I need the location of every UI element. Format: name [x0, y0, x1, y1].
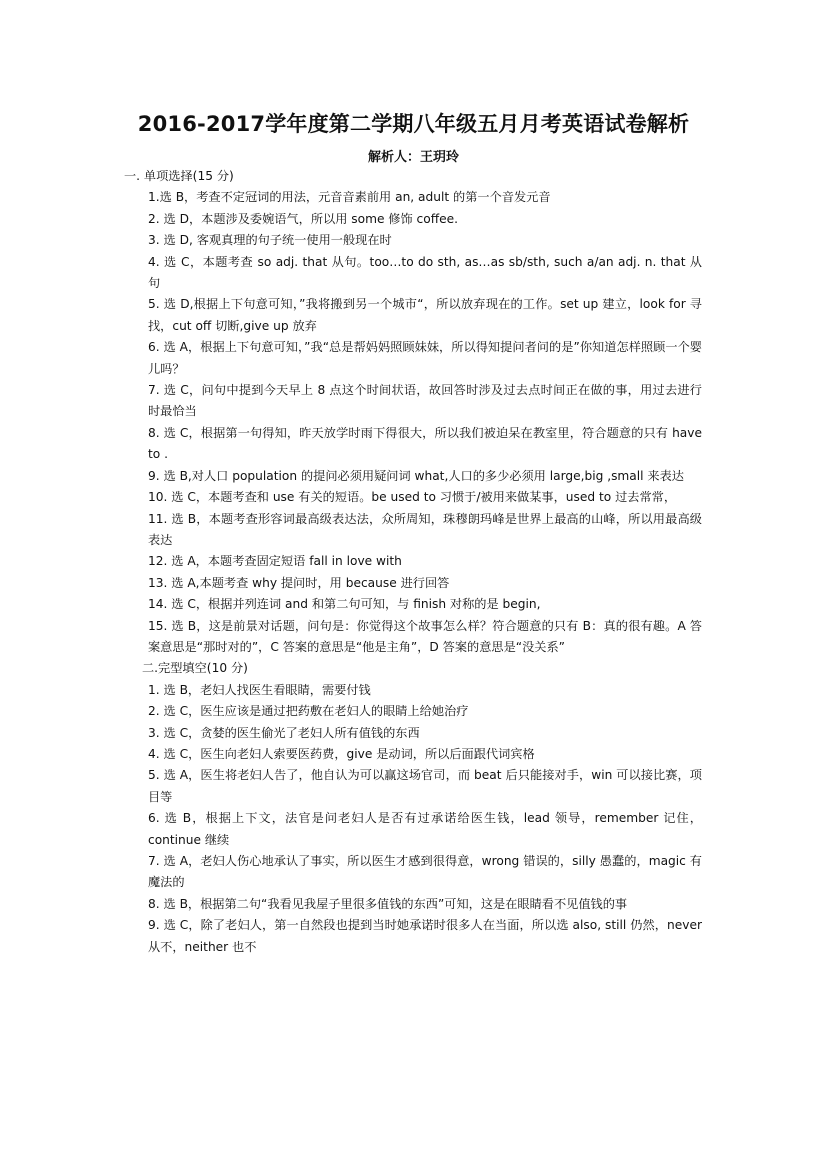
answer-item: 14. 选 C，根据并列连词 and 和第二句可知，与 finish 对称的是 begin, [148, 597, 541, 612]
answer-item: 6. 选 A，根据上下句意可知，”我“总是帮妈妈照顾妹妹，所以得知提问者问的是”你知道怎样照顾一个婴儿吗？ [148, 340, 702, 376]
document-body [124, 166, 702, 958]
section-heading-single-choice: 一. 单项选择(15 分) [124, 169, 234, 183]
answer-item: 7. 选 C，问句中提到今天早上 8 点这个时间状语，故回答时涉及过去点时间正在做的事，用过去进行时最恰当 [148, 383, 702, 419]
answer-item: 9. 选 B,对人口 population 的提问必须用疑问词 what,人口的多少必须用 large,big ,small 来表达 [148, 468, 684, 483]
section-heading-cloze: 二.完型填空(10 分) [142, 661, 248, 676]
answer-item: 2. 选 C，医生应该是通过把药敷在老妇人的眼睛上给她治疗 [148, 704, 469, 719]
answer-item: 9. 选 C，除了老妇人，第一自然段也提到当时她承诺时很多人在当面，所以选 also, still 仍然，never 从不，neither 也不 [148, 918, 702, 954]
document-title: 2016-2017学年度第二学期八年级五月月考英语试卷解析 [137, 112, 690, 136]
answer-item: 5. 选 A，医生将老妇人告了，他自认为可以赢这场官司，而 beat 后只能接对手，win 可以接比赛，项目等 [148, 768, 702, 804]
answer-item: 2. 选 D，本题涉及委婉语气，所以用 some 修饰 coffee. [148, 211, 458, 226]
answer-item: 10. 选 C，本题考查和 use 有关的短语。be used to 习惯于/被用来做某事，used to 过去常常， [148, 490, 677, 505]
answer-item: 3. 选 C，贪婪的医生偷光了老妇人所有值钱的东西 [148, 725, 420, 740]
answer-item: 6. 选 B，根据上下文，法官是问老妇人是否有过承诺给医生钱，lead 领导，remember 记住，continue 继续 [148, 811, 702, 847]
answer-item: 1. 选 B，老妇人找医生看眼睛，需要付钱 [148, 682, 371, 697]
answer-item: 5. 选 D,根据上下句意可知，”我将搬到另一个城市“，所以放弃现在的工作。set up 建立，look for 寻找，cut off 切断,give up 放弃 [148, 297, 702, 333]
answer-item: 12. 选 A，本题考查固定短语 fall in love with [148, 554, 402, 569]
answer-item: 15. 选 B，这是前景对话题，问句是：你觉得这个故事怎么样？符合题意的只有 B：真的很有趣。A 答案意思是“那时对的”，C 答案的意思是“他是主角”，D 答案的意思是“没关系” [148, 618, 702, 654]
answer-item: 3. 选 D, 客观真理的句子统一使用一般现在时 [148, 233, 392, 248]
answer-item: 11. 选 B，本题考查形容词最高级表达法，众所周知，珠穆朗玛峰是世界上最高的山峰，所以用最高级表达 [148, 511, 702, 547]
answer-item: 1.选 B，考查不定冠词的用法，元音音素前用 an, adult 的第一个音发元音 [148, 190, 551, 205]
answer-item: 4. 选 C，本题考查 so adj. that 从句。too…to do sth, as…as sb/sth, such a/an adj. n. that 从句 [148, 254, 702, 291]
document-author: 解析人：王玥玲 [367, 150, 459, 165]
answer-item: 7. 选 A，老妇人伤心地承认了事实，所以医生才感到很得意，wrong 错误的，silly 愚蠢的，magic 有魔法的 [148, 854, 702, 890]
answer-item: 8. 选 C，根据第一句得知，昨天放学时雨下得很大，所以我们被迫呆在教室里，符合题意的只有 have to . [148, 425, 702, 462]
answer-item: 8. 选 B，根据第二句“我看见我屋子里很多值钱的东西”可知，这是在眼睛看不见值钱的事 [148, 896, 628, 911]
answer-item: 13. 选 A,本题考查 why 提问时，用 because 进行回答 [148, 575, 450, 590]
answer-item: 4. 选 C，医生向老妇人索要医药费，give 是动词，所以后面跟代词宾格 [148, 746, 535, 761]
